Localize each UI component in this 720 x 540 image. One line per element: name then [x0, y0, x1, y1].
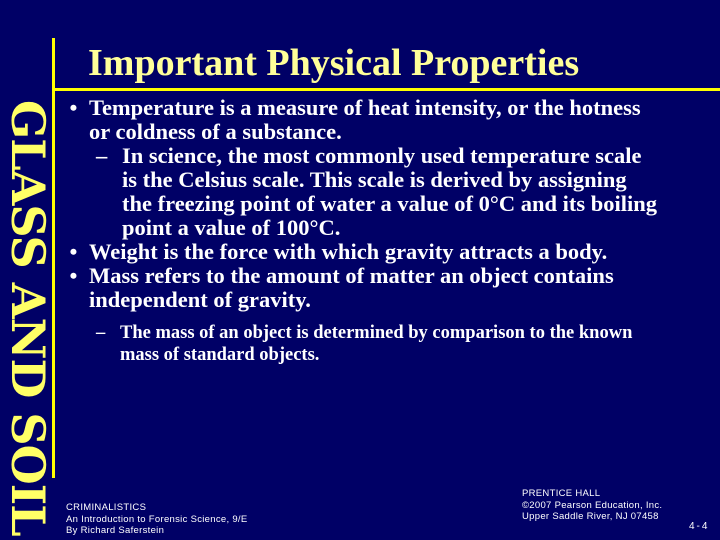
bullet-marker: • — [69, 263, 78, 288]
dash-marker: – — [96, 323, 106, 343]
bullet-text: Temperature is a measure of heat intensity, or the hotness or coldness of a substance. — [89, 95, 641, 144]
sub-bullet-celsius — [58, 144, 658, 240]
slide-title: Important Physical Properties — [88, 42, 580, 84]
bullet-text: Weight is the force with which gravity attracts a body. — [89, 239, 608, 264]
footer-line: Upper Saddle River, NJ 07458 — [522, 511, 659, 522]
slide-body — [58, 96, 658, 366]
footer-publisher-credit — [522, 488, 662, 523]
bullet-marker: • — [69, 95, 78, 120]
bullet-marker: • — [69, 239, 78, 264]
page-number: 4-4 — [689, 521, 710, 532]
footer-line: An Introduction to Forensic Science, 9/E — [66, 513, 248, 525]
footer-line: ©2007 Pearson Education, Inc. — [522, 499, 663, 511]
footer-line: By Richard Saferstein — [66, 525, 165, 536]
bullet-text: Mass refers to the amount of matter an object contains independent of gravity. — [89, 263, 614, 312]
sub-bullet-mass-comparison — [58, 322, 658, 366]
sub-bullet-text: The mass of an object is determined by comparison to the known mass of standard objects. — [120, 323, 633, 365]
footer-book-credit — [66, 502, 248, 537]
footer-line: CRIMINALISTICS — [66, 502, 147, 513]
side-title: GLASS AND SOIL — [1, 100, 55, 536]
dash-marker: – — [96, 143, 108, 168]
bullet-mass — [58, 264, 658, 312]
bullet-temperature — [58, 96, 658, 144]
bullet-weight — [58, 240, 658, 264]
sub-bullet-text: In science, the most commonly used temperature scale is the Celsius scale. This scale is derived by assigning the freezing point of water a value of 0°C and its boiling point a value of 100°C. — [122, 143, 658, 240]
title-underline — [52, 88, 720, 91]
footer-line: PRENTICE HALL — [522, 488, 601, 499]
